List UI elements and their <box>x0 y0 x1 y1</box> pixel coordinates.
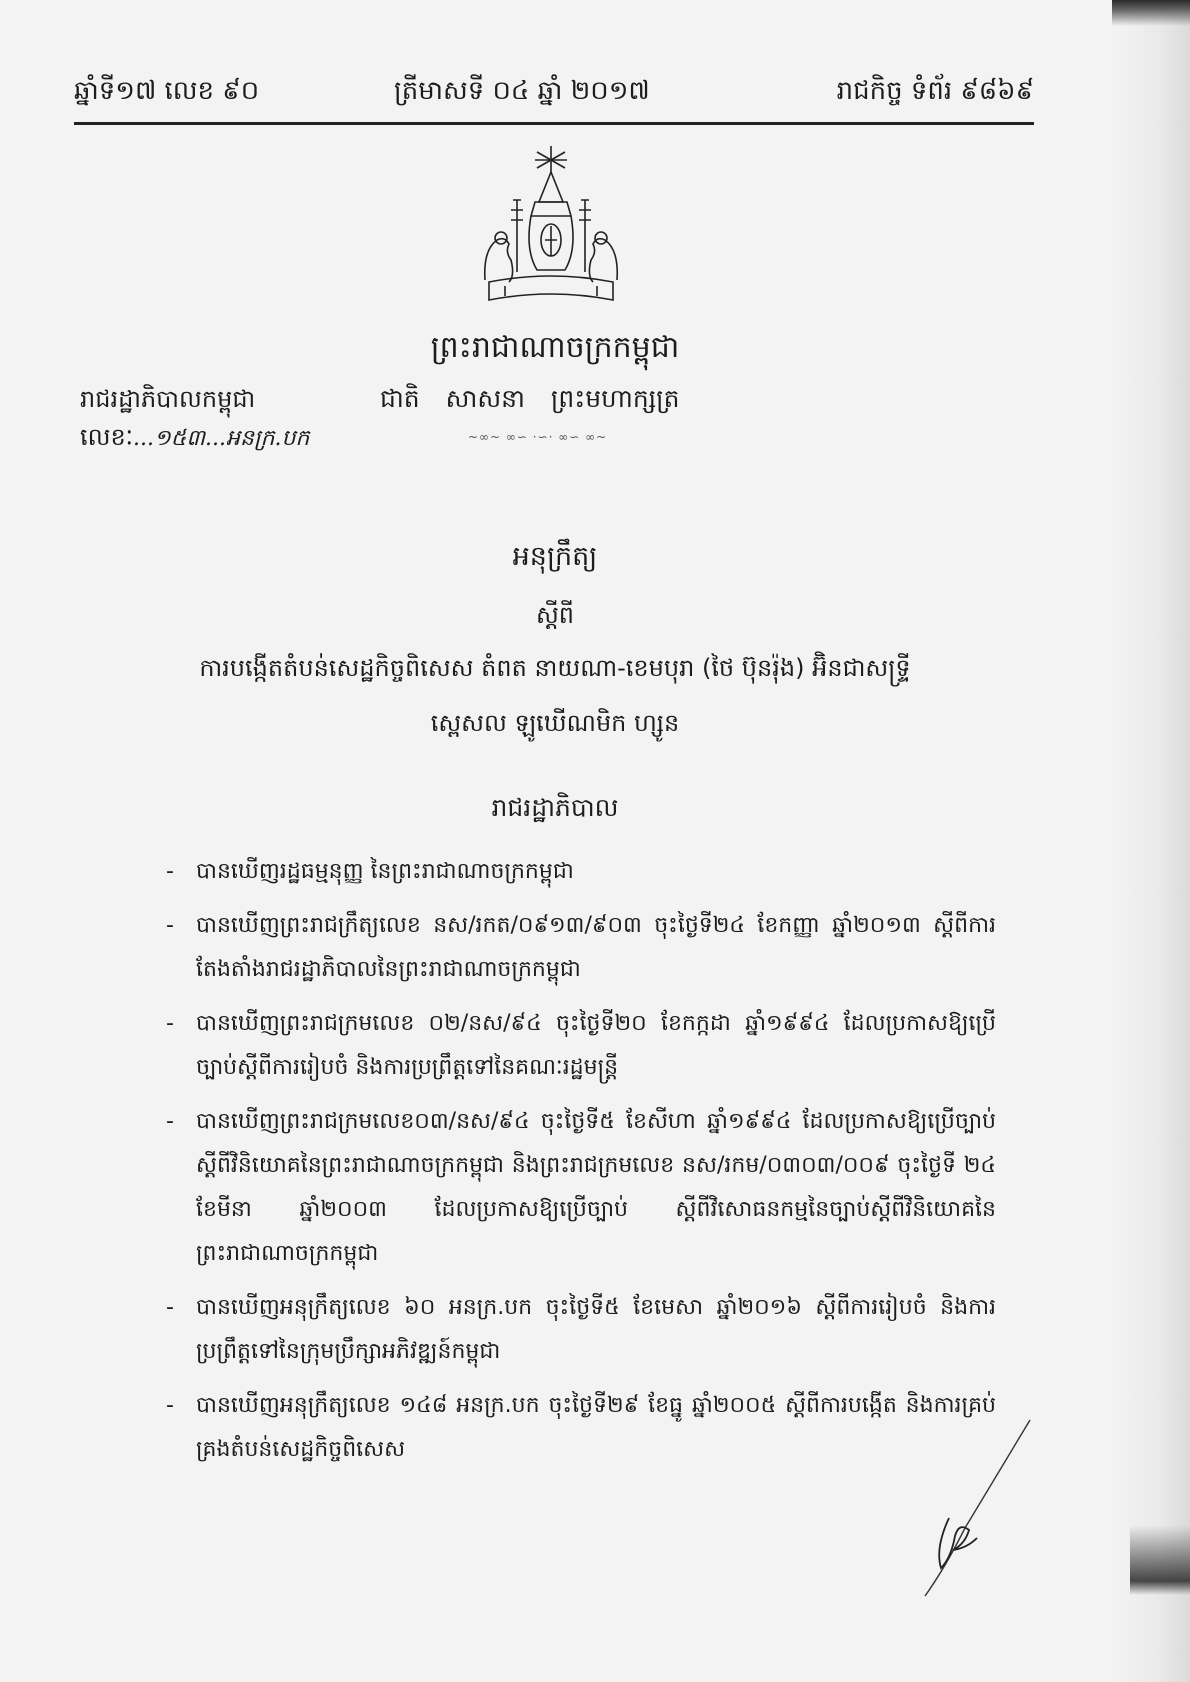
royal-coat-of-arms-emblem <box>465 140 637 312</box>
starburst-icon <box>535 146 567 174</box>
government-name: រាជរដ្ឋាភិបាលកម្ពុជា <box>80 385 256 413</box>
national-motto: ជាតិ សាសនា ព្រះមហាក្សត្រ <box>380 384 680 413</box>
clause-royal-code-02-1994: - បានឃើញព្រះរាជក្រមលេខ ០២/នស/៩៤ ចុះថ្ងៃទី២០ ខែកក្កដា ឆ្នាំ១៩៩៤ ដែលប្រកាសឱ្យប្រើច្បាប់ស្តីពីការរៀបចំ និងការប្រព្រឹត្តទៅនៃគណៈរដ្ឋមន្ត្រី <box>176 1002 996 1090</box>
document-subject-line-2: ស្ពេសល ឡូឃើណមិក ហ្សូន <box>430 709 680 737</box>
scan-mark-bottom <box>1130 1525 1190 1595</box>
clause-constitution: - បានឃើញរដ្ឋធម្មនុញ្ញ នៃព្រះរាជាណាចក្រកម្ពុជា <box>176 850 996 894</box>
clause-royal-code-03-1994: - បានឃើញព្រះរាជក្រមលេខ០៣/នស/៩៤ ចុះថ្ងៃទី៥ ខែសីហា ឆ្នាំ១៩៩៤ ដែលប្រកាសឱ្យប្រើច្បាប់ស្តីពីវិនិយោគនៃព្រះរាជាណាចក្រកម្ពុជា និងព្រះរាជក្រមលេខ នស/រកម/០៣០៣/០០៩ ចុះថ្ងៃទី ២៤ ខែមីនា ឆ្នាំ២០០៣ ដែលប្រកាសឱ្យប្រើច្បាប់ ស្តីពីវិសោធនកម្មនៃច្បាប់ស្តីពីវិនិយោគនៃព្រះរាជាណាចក្រកម្ពុជា <box>176 1100 996 1276</box>
handwritten-initials-signature <box>905 1418 1035 1598</box>
issuing-authority: រាជរដ្ឋាភិបាល <box>491 793 619 822</box>
gazette-page: រាជកិច្ច ទំព័រ ៩៨៦៩ <box>836 76 1034 106</box>
clause-sub-decree-148-2005: - បានឃើញអនុក្រឹត្យលេខ ១៤៨ អនក្រ.បក ចុះថ្ងៃទី២៩ ខែធ្នូ ឆ្នាំ២០០៥ ស្តីពីការបង្កើត និងការគ្រប់គ្រងតំបន់សេដ្ឋកិច្ចពិសេស <box>176 1384 996 1472</box>
clause-sub-decree-60-2016: - បានឃើញអនុក្រឹត្យលេខ ៦០ អនក្រ.បក ចុះថ្ងៃទី៥ ខែមេសា ឆ្នាំ២០១៦ ស្តីពីការរៀបចំ និងការប្រព្រឹត្តទៅនៃក្រុមប្រឹក្សាអភិវឌ្ឍន៍កម្ពុជា <box>176 1286 996 1374</box>
reference-number <box>80 422 309 457</box>
document-title: អនុក្រឹត្យ <box>512 541 598 572</box>
kingdom-name: ព្រះរាជាណាចក្រកម្ពុជា <box>430 330 680 365</box>
reference-number-label: លេខៈ <box>80 423 134 451</box>
gazette-issue: ឆ្នាំទី១៧ លេខ ៩០ <box>74 76 260 106</box>
document-about: ស្តីពី <box>535 601 575 629</box>
gazette-header <box>74 66 1034 125</box>
reference-number-value: ...១៥៣...អនក្រ.បក <box>133 426 310 451</box>
scan-shadow <box>1112 0 1190 1682</box>
scan-mark-top <box>1112 0 1190 26</box>
document-subject-line-1: ការបង្កើតតំបន់សេដ្ឋកិច្ចពិសេស តំពត នាយណា-ខេមបុរា (ថៃ ប៊ុនរ៉ុង) អ៊ិនជាសទ្រ្ទី <box>199 654 911 682</box>
motto-ornament: ~∞~ ∞∽ ·∽· ∞∽ ∞~ <box>468 430 608 444</box>
clause-royal-decree-2013: - បានឃើញព្រះរាជក្រឹត្យលេខ នស/រកត/០៩១៣/៩០៣ ចុះថ្ងៃទី២៤ ខែកញ្ញា ឆ្នាំ២០១៣ ស្តីពីការតែងតាំងរាជរដ្ឋាភិបាលនៃព្រះរាជាណាចក្រកម្ពុជា <box>176 904 996 992</box>
gazette-quarter: ត្រីមាសទី ០៤ ឆ្នាំ ២០១៧ <box>394 76 650 106</box>
preamble-clauses <box>176 850 996 1482</box>
